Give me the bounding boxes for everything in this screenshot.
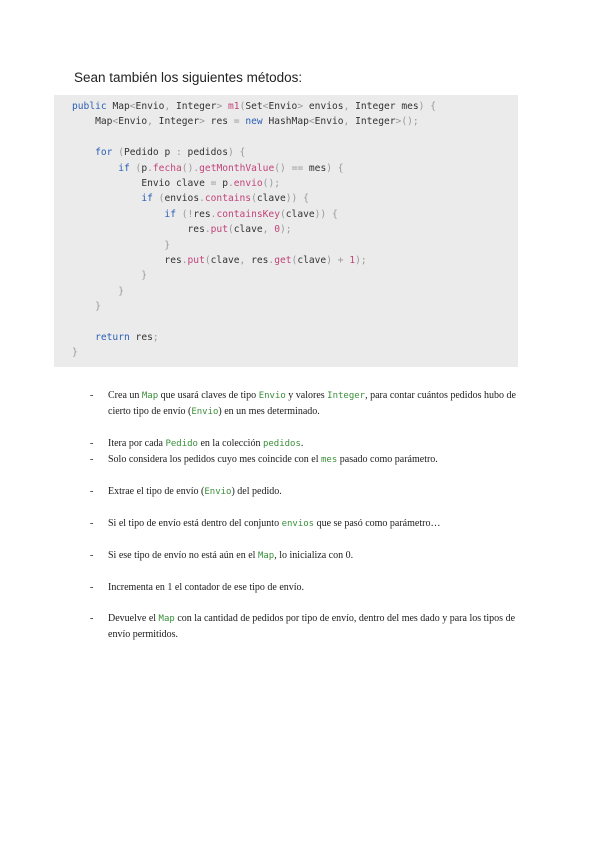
code-line: }	[72, 347, 78, 359]
code-line: Envio clave = p.envio();	[141, 177, 280, 189]
inline-code: Integer	[327, 391, 366, 401]
bullet-dash: -	[90, 518, 94, 529]
bullet-text: que usará claves de tipo	[158, 390, 259, 401]
bullet-text: Incrementa en 1 el contador de ese tipo de envío.	[108, 582, 305, 593]
bullet-item	[90, 452, 530, 468]
bullet-item	[90, 611, 530, 642]
bullet-text: Si el tipo de envío está dentro del conjunto	[108, 518, 282, 529]
code-line: Map<Envio, Integer> res = new HashMap<Envio, Integer>();	[95, 116, 419, 128]
bullet-item	[90, 580, 530, 595]
bullet-item	[90, 548, 530, 564]
explanation-list	[90, 388, 530, 642]
inline-code: Pedido	[165, 439, 198, 449]
inline-code: envios	[281, 519, 315, 529]
bullet-item	[90, 388, 530, 420]
intro-text: Sean también los siguientes métodos:	[74, 70, 303, 85]
bullet-text: .	[300, 438, 304, 449]
code-line: }	[72, 301, 101, 313]
bullet-text: Solo considera los pedidos cuyo mes coincide con el	[108, 454, 322, 465]
bullet-text: Si ese tipo de envío no está aún en el	[108, 550, 258, 561]
code-line: if (!res.containsKey(clave)) {	[164, 208, 338, 220]
inline-code: mes	[321, 455, 338, 465]
code-line: res.put(clave, 0);	[187, 224, 292, 236]
inline-code: Envio	[191, 407, 219, 417]
bullet-dash: -	[90, 486, 94, 497]
code-line	[72, 130, 518, 145]
bullet-dash: -	[90, 613, 94, 624]
code-line: public Map<Envio, Integer> m1(Set<Envio> envios, Integer mes) {	[72, 101, 436, 112]
code-line	[72, 314, 518, 329]
inline-code: Envio	[258, 391, 286, 401]
bullet-text: y valores	[285, 390, 328, 401]
bullet-text: , para contar cuántos pedidos hubo de cierto tipo de envío (	[108, 390, 516, 417]
code-line: if (envios.contains(clave)) {	[141, 193, 309, 205]
bullet-text: , lo inicializa con 0.	[274, 550, 354, 561]
bullet-text: Crea un	[108, 390, 142, 401]
code-line: for (Pedido p : pedidos) {	[95, 147, 246, 159]
code-content	[72, 99, 518, 361]
code-line: }	[72, 285, 124, 297]
bullet-item	[90, 516, 530, 532]
inline-code: pedidos	[262, 439, 301, 449]
bullet-text: pasado como parámetro.	[337, 454, 438, 465]
code-block	[54, 95, 518, 367]
bullet-dash: -	[90, 438, 94, 449]
bullet-dash: -	[90, 390, 94, 401]
code-line: }	[72, 239, 171, 251]
bullet-text: que se pasó como parámetro…	[314, 518, 441, 529]
bullet-dash: -	[90, 550, 94, 561]
code-line: }	[72, 270, 148, 282]
bullet-text: ) del pedido.	[231, 486, 282, 497]
bullet-item	[90, 484, 530, 500]
inline-code: Map	[141, 391, 159, 401]
bullet-text: ) en un mes determinado.	[218, 406, 320, 417]
bullet-text: Devuelve el	[108, 613, 159, 624]
bullet-text: en la colección	[197, 438, 263, 449]
bullet-text: Itera por cada	[108, 438, 166, 449]
code-line: if (p.fecha().getMonthValue() == mes) {	[118, 162, 344, 174]
inline-code: Map	[257, 551, 275, 561]
code-line: res.put(clave, res.get(clave) + 1);	[164, 254, 367, 266]
bullet-dash: -	[90, 582, 94, 593]
bullet-dash: -	[90, 454, 94, 465]
code-line: return res;	[95, 331, 159, 343]
bullet-item	[90, 436, 530, 452]
inline-code: Envio	[204, 487, 232, 497]
bullet-text: con la cantidad de pedidos por tipo de envío, dentro del mes dado y para los tipos de envío permitidos.	[108, 613, 516, 640]
inline-code: Map	[158, 614, 175, 624]
bullet-text: Extrae el tipo de envío (	[108, 486, 205, 497]
